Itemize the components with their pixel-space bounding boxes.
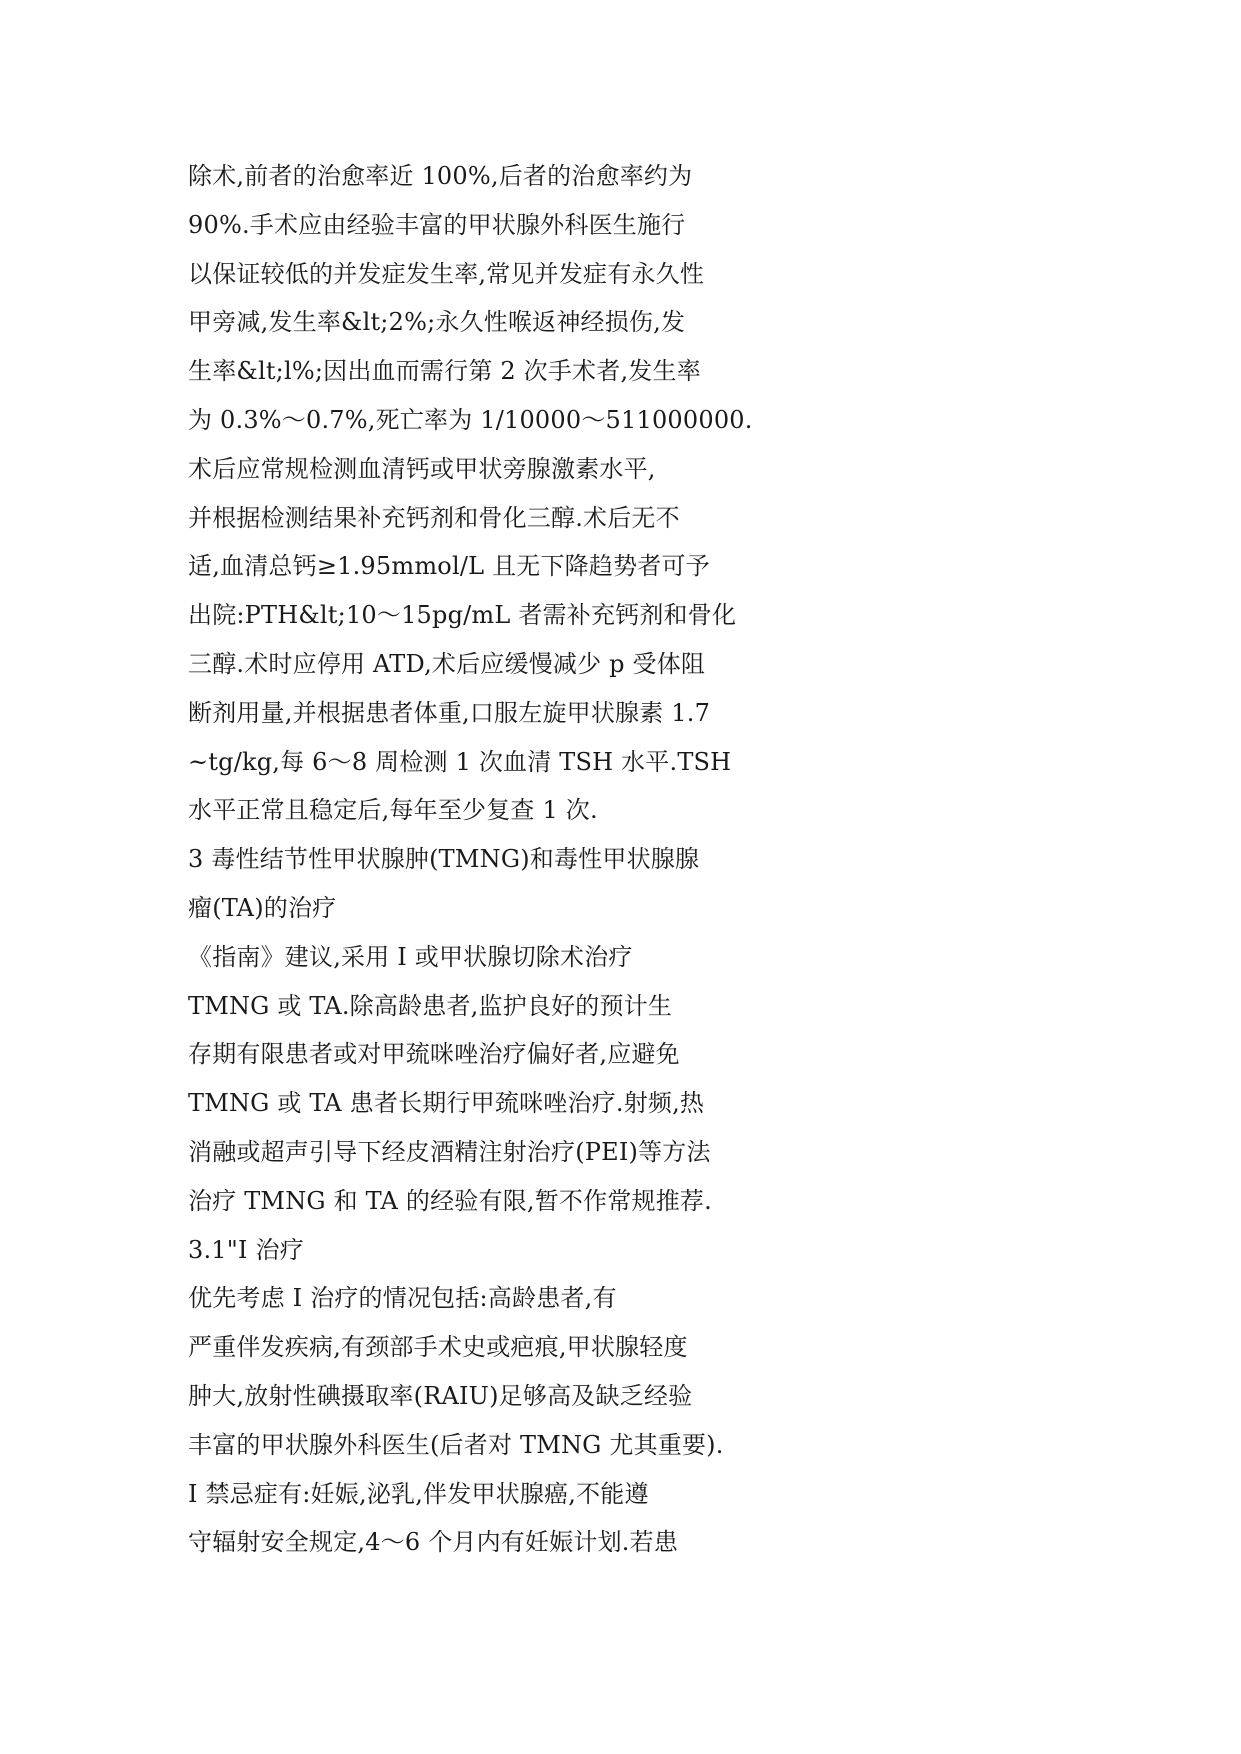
- section-heading: 3 毒性结节性甲状腺肿(TMNG)和毒性甲状腺腺: [188, 845, 700, 874]
- text-line: 守辐射安全规定,4～6 个月内有妊娠计划.若患: [188, 1528, 679, 1557]
- text-line: 适,血清总钙≥1.95mmol/L 且无下降趋势者可予: [188, 552, 710, 581]
- section-heading-continued: 瘤(TA)的治疗: [188, 893, 337, 922]
- text-line: 生率&lt;l%;因出血而需行第 2 次手术者,发生率: [188, 357, 701, 386]
- text-line: 水平正常且稳定后,每年至少复查 1 次.: [188, 796, 598, 825]
- text-line: 《指南》建议,采用 I 或甲状腺切除术治疗: [188, 942, 633, 971]
- text-line: 断剂用量,并根据患者体重,口服左旋甲状腺素 1.7: [188, 698, 711, 727]
- subsection-heading: 3.1"I 治疗: [188, 1235, 304, 1264]
- text-line: TMNG 或 TA.除高龄患者,监护良好的预计生: [188, 991, 673, 1020]
- text-line: 甲旁减,发生率&lt;2%;永久性喉返神经损伤,发: [188, 308, 686, 337]
- text-line: 治疗 TMNG 和 TA 的经验有限,暂不作常规推荐.: [188, 1186, 712, 1215]
- text-line: TMNG 或 TA 患者长期行甲巯咪唑治疗.射频,热: [188, 1089, 705, 1118]
- text-line: 优先考虑 I 治疗的情况包括:高龄患者,有: [188, 1284, 617, 1313]
- text-line: 三醇.术时应停用 ATD,术后应缓慢减少 p 受体阻: [188, 649, 706, 678]
- text-line: 以保证较低的并发症发生率,常见并发症有永久性: [188, 259, 705, 288]
- text-line: 除术,前者的治愈率近 100%,后者的治愈率约为: [188, 162, 693, 190]
- text-line: 为 0.3%～0.7%,死亡率为 1/10000～511000000.: [188, 405, 753, 434]
- text-line: 存期有限患者或对甲巯咪唑治疗偏好者,应避免: [188, 1040, 680, 1069]
- text-line: 出院:PTH&lt;10～15pg/mL 者需补充钙剂和骨化: [188, 601, 737, 630]
- text-line: 肿大,放射性碘摄取率(RAIU)足够高及缺乏经验: [188, 1381, 693, 1410]
- text-line: 并根据检测结果补充钙剂和骨化三醇.术后无不: [188, 503, 680, 532]
- text-line: ~tg/kg,每 6～8 周检测 1 次血清 TSH 水平.TSH: [188, 747, 732, 776]
- text-line: 术后应常规检测血清钙或甲状旁腺激素水平,: [188, 454, 656, 483]
- text-line: I 禁忌症有:妊娠,泌乳,伴发甲状腺癌,不能遵: [188, 1479, 649, 1508]
- text-line: 严重伴发疾病,有颈部手术史或疤痕,甲状腺轻度: [188, 1333, 688, 1362]
- body-text: [188, 152, 753, 1567]
- text-line: 消融或超声引导下经皮酒精注射治疗(PEI)等方法: [188, 1137, 711, 1166]
- text-line: 丰富的甲状腺外科医生(后者对 TMNG 尤其重要).: [188, 1430, 724, 1459]
- text-line: 90%.手术应由经验丰富的甲状腺外科医生施行: [188, 210, 686, 239]
